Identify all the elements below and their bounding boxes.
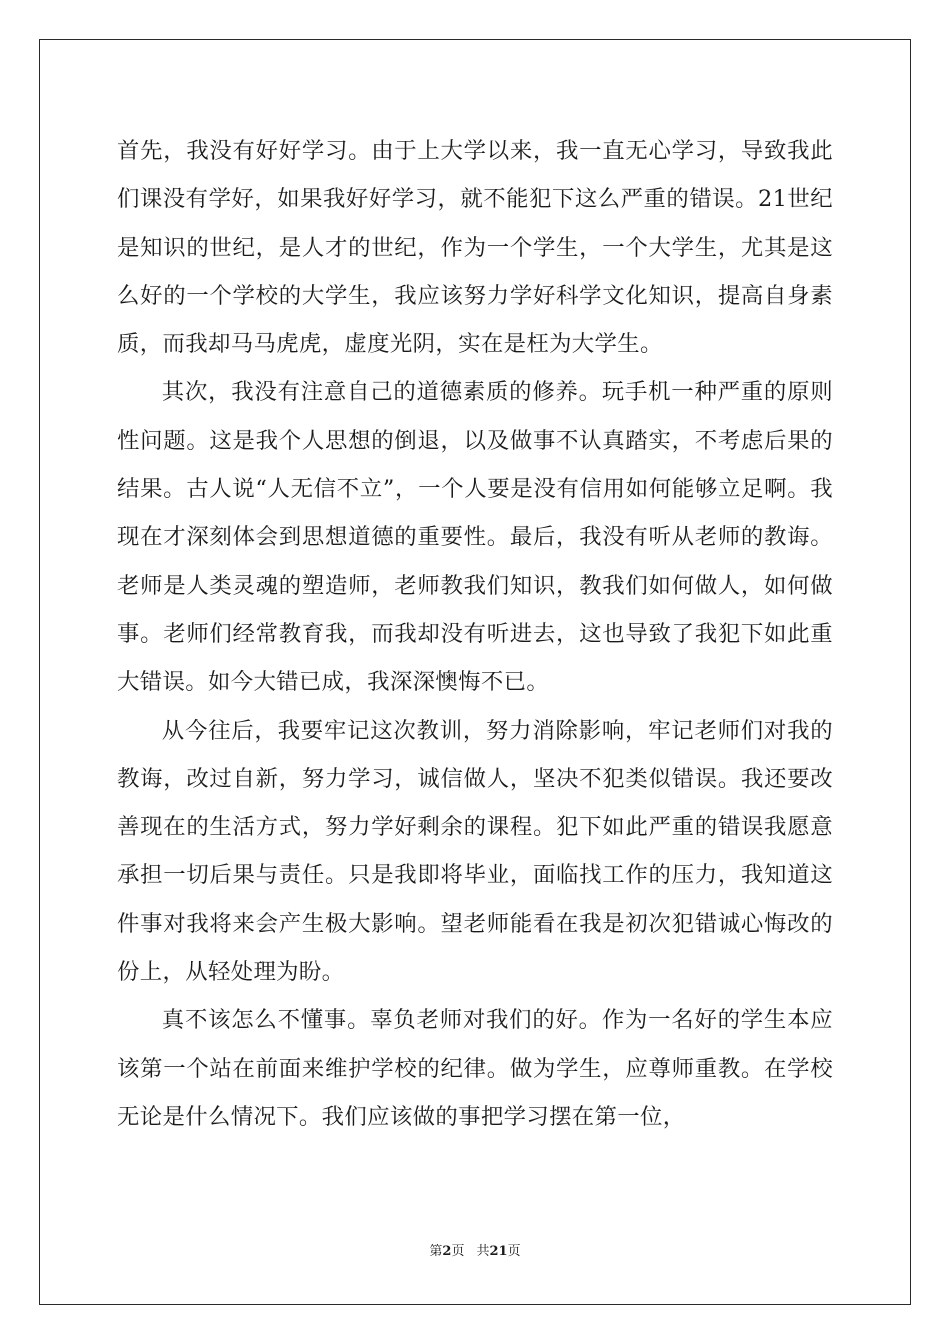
total-prefix: 共 (476, 1244, 490, 1259)
page-footer (0, 1243, 950, 1261)
paragraph-3: 从今往后，我要牢记这次教训，努力消除影响，牢记老师们对我的教诲，改过自新，努力学习，诚信做人，坚决不犯类似错误。我还要改善现在的生活方式，努力学好剩余的课程。犯下如此严重的错误我愿意承担一切后果与责任。只是我即将毕业，面临找工作的压力，我知道这件事对我将来会产生极大影响。望老师能看在我是初次犯错诚心悔改的份上，从轻处理为盼。 (117, 717, 833, 986)
total-suffix: 页 (507, 1244, 521, 1259)
page-prefix: 第 (429, 1244, 443, 1259)
page-suffix: 页 (451, 1244, 465, 1259)
document-body (117, 127, 833, 1141)
paragraph-2: 其次，我没有注意自己的道德素质的修养。玩手机一种严重的原则性问题。这是我个人思想的倒退，以及做事不认真踏实，不考虑后果的结果。古人说“人无信不立”，一个人要是没有信用如何能够立足啊。我现在才深刻体会到思想道德的重要性。最后，我没有听从老师的教诲。老师是人类灵魂的塑造师，老师教我们知识，教我们如何做人，如何做事。老师们经常教育我，而我却没有听进去，这也导致了我犯下如此重大错误。如今大错已成，我深深懊悔不已。 (117, 379, 833, 696)
total-pages: 21 (489, 1244, 508, 1259)
paragraph-4: 真不该怎么不懂事。辜负老师对我们的好。作为一名好的学生本应该第一个站在前面来维护学校的纪律。做为学生，应尊师重教。在学校无论是什么情况下。我们应该做的事把学习摆在第一位， (117, 1007, 833, 1130)
page-number: 2 (442, 1244, 452, 1259)
paragraph-1: 首先，我没有好好学习。由于上大学以来，我一直无心学习，导致我此们课没有学好，如果我好好学习，就不能犯下这么严重的错误。21世纪是知识的世纪，是人才的世纪，作为一个学生，一个大学生，尤其是这么好的一个学校的大学生，我应该努力学好科学文化知识，提高自身素质，而我却马马虎虎，虚度光阴，实在是枉为大学生。 (117, 138, 833, 358)
